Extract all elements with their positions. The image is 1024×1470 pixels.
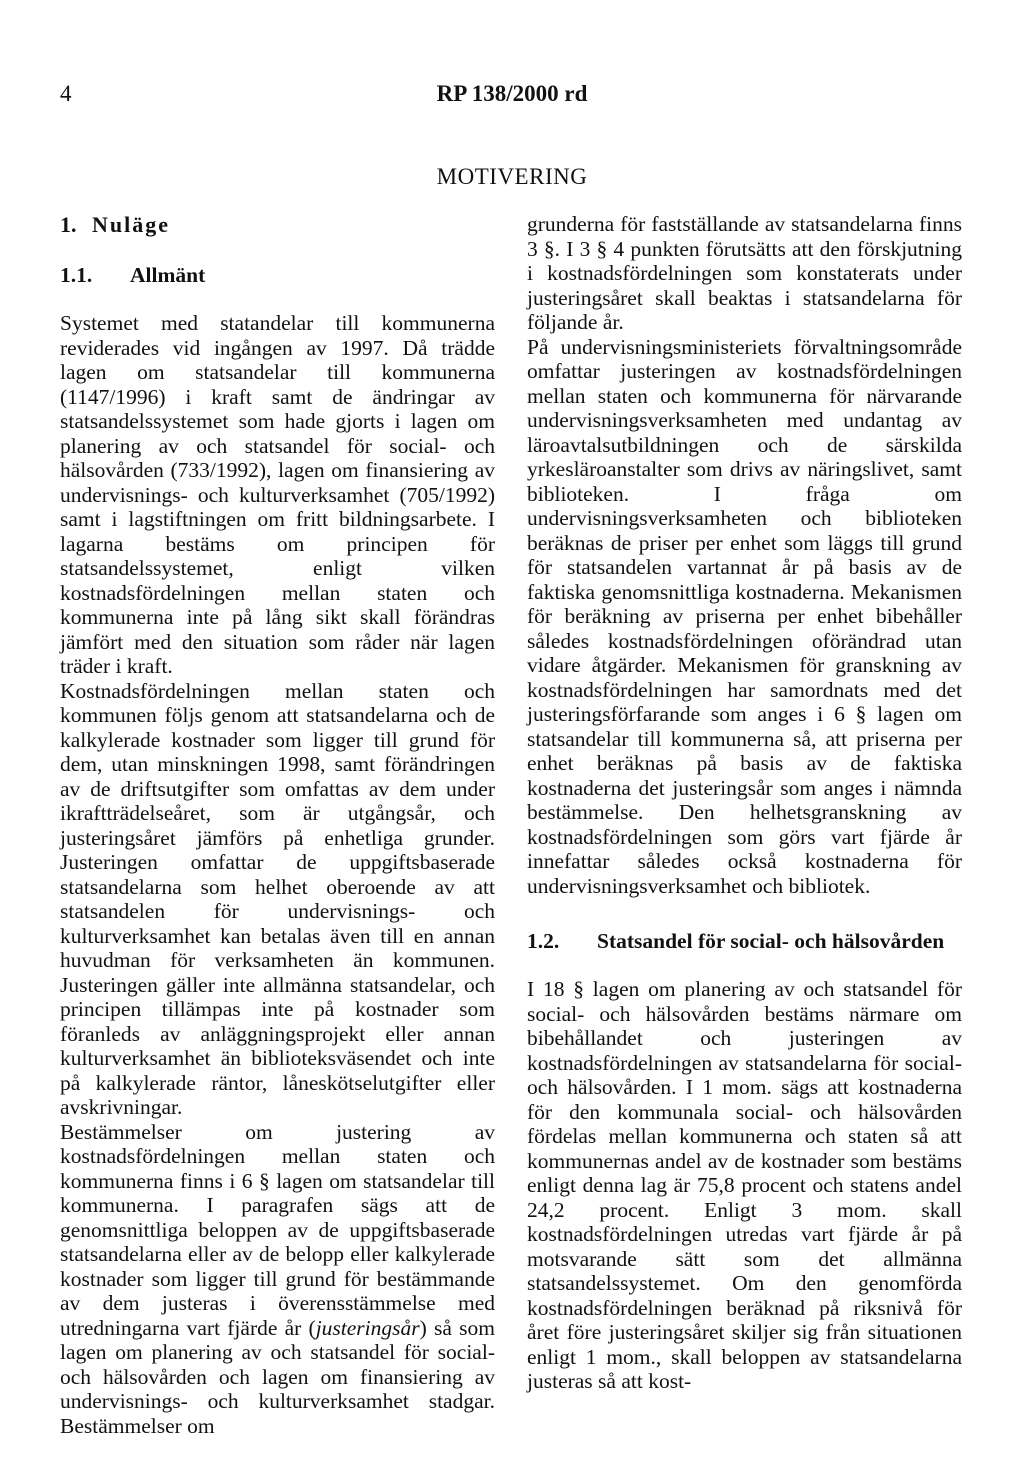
document-reference: RP 138/2000 rd (436, 81, 588, 106)
paragraph-text: ) så som lagen om planering av och statsandel för social- och hälsovården och lagen om finansiering av undervisnings- och kulturverksamhet stadgar. Bestämmelser om (60, 1315, 495, 1438)
paragraph: I 18 § lagen om planering av och statsandel för social- och hälsovården bestäms närmare om bibehållandet och justeringen av kostnadsfördelningen av statsandelarna för social- och hälsovården. I 1 mom. sägs att kostnaderna för den kommunala social- och hälsovården fördelas mellan kommunerna och staten så att kommunernas andel av de kostnader som bestäms enligt denna lag är 75,8 procent och statens andel 24,2 procent. Enligt 3 mom. skall kostnadsfördelningen utredas vart fjärde år på motsvarande sätt som det allmänna statsandelssystemet. Om den genomförda kostnadsfördelningen beräknad på riksnivå för året före justeringsåret skiljer sig från situationen enligt 1 mom., skall beloppen av statsandelarna justeras så att kost- (527, 977, 962, 1393)
paragraph: På undervisningsministeriets förvaltningsområde omfattar justeringen av kostnadsfördelningen mellan staten och kommunerna för närvarande undervisningsverksamheten med undantag av läroavtalsutbildningen och de särskilda yrkesläroanstalter som drivs av näringslivet, samt biblioteken. I fråga om undervisningsverksamheten och biblioteken beräknas de priser per enhet som läggs till grund för statsandelen vartannat år på basis av de faktiska genomsnittliga kostnaderna. Mekanismen för beräkning av priserna per enhet bibehåller således kostnadsfördelningen oförändrad utan vidare åtgärder. Mekanismen för granskning av kostnadsfördelningen har samordnats med det justeringsförfarande som anges i 6 § lagen om statsandelar till kommunerna så, att priserna per enhet beräknas på basis av de faktiska kostnaderna det justeringsår som anges i nämnda bestämmelse. Den helhetsgranskning av kostnadsfördelningen som görs vart fjärde år innefattar således också kostnaderna för undervisningsverksamhet och bibliotek. (527, 334, 962, 898)
heading-title: Allmänt (130, 263, 206, 287)
heading-nulage (60, 212, 495, 238)
heading-title: Statsandel för social- och hälsovården (597, 929, 945, 953)
heading-number: 1.2. (527, 929, 560, 953)
heading-number: 1.1. (60, 263, 93, 287)
page-number: 4 (60, 81, 72, 106)
paragraph-italic-term: justeringsår (315, 1315, 420, 1340)
right-column (527, 212, 962, 1394)
heading-allmant (60, 262, 495, 288)
heading-statsandel-social (527, 928, 962, 954)
paragraph: grunderna för fastställande av statsandelarna finns 3 §. I 3 § 4 punkten förutsätts att den förskjutning i kostnadsfördelningen som konstaterats under justeringsåret skall beaktas i statsandelarna för följande år. (527, 212, 962, 334)
left-column (60, 212, 495, 1438)
paragraph (60, 1120, 495, 1439)
heading-number: 1. (60, 212, 77, 237)
paragraph-text: Bestämmelser om justering av kostnadsfördelningen mellan staten och kommunerna finns i 6 § lagen om statsandelar till kommunerna. I paragrafen sägs att de genomsnittliga beloppen av de uppgiftsbaserade statsandelarna eller av de belopp eller kalkylerade kostnader som ligger till grund för bestämmande av dem justeras i överensstämmelse med utredningarna vart fjärde år ( (60, 1119, 495, 1340)
paragraph: Systemet med statandelar till kommunerna reviderades vid ingången av 1997. Då trädde lagen om statsandelar till kommunerna (1147/1996) i kraft samt de ändringar av statsandelssystemet som hade gjorts i lagen om planering av och statsandel för social- och hälsovården (733/1992), lagen om finansiering av undervisnings- och kulturverksamhet (705/1992) samt i lagstiftningen om fritt bildningsarbete. I lagarna bestäms om principen för statsandelssystemet, enligt vilken kostnadsfördelningen mellan staten och kommunerna inte på lång sikt skall förändras jämfört med den situation som råder när lagen träder i kraft. (60, 311, 495, 678)
paragraph: Kostnadsfördelningen mellan staten och kommunen följs genom att statsandelarna och de kalkylerade kostnader som ligger till grund för dem, utan minskningen 1998, samt förändringen av de driftsutgifter som omfattas av dem under ikraftträdelseåret, som är utgångsår, och justeringsåret jämförs på enhetliga grunder. Justeringen omfattar de uppgiftsbaserade statsandelarna som helhet oberoende av att statsandelen för undervisnings- och kulturverksamhet kan betalas även till en annan huvudman för verksamheten än kommunen. Justeringen gäller inte allmänna statsandelar, och principen tillämpas inte på kostnader som föranleds av anläggningsprojekt eller annan kulturverksamhet än biblioteksväsendet och inte på kalkylerade räntor, låneskötselutgifter eller avskrivningar. (60, 678, 495, 1119)
section-title: MOTIVERING (436, 164, 588, 189)
heading-title: Nuläge (92, 212, 170, 237)
